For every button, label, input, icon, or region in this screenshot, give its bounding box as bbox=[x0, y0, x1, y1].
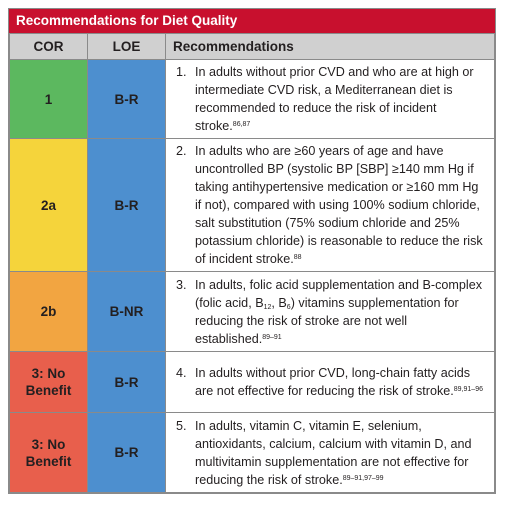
table-row bbox=[10, 60, 495, 139]
table-row bbox=[10, 272, 495, 352]
table-title: Recommendations for Diet Quality bbox=[9, 9, 495, 33]
subscript: 12 bbox=[263, 303, 272, 311]
loe-cell: B-R bbox=[88, 139, 166, 272]
table-row bbox=[10, 413, 495, 493]
cor-line: 3: No bbox=[31, 436, 66, 452]
cor-line: Benefit bbox=[25, 383, 72, 398]
reference-citation: 89–91,97–99 bbox=[342, 474, 384, 482]
reference-citation: 88 bbox=[293, 254, 302, 261]
recommendation-text-wrap bbox=[195, 276, 488, 348]
loe-cell: B-NR bbox=[88, 272, 166, 352]
cor-cell: 2a bbox=[10, 139, 88, 272]
recommendation-text-wrap bbox=[195, 364, 488, 400]
cor-cell: 2b bbox=[10, 272, 88, 352]
recommendation-number: 3. bbox=[176, 277, 187, 292]
recommendations-table-card bbox=[8, 8, 496, 494]
loe-cell: B-R bbox=[88, 413, 166, 493]
cor-cell bbox=[10, 352, 88, 413]
recommendation-cell bbox=[166, 60, 495, 139]
recommendations-header: Recommendations bbox=[166, 34, 495, 60]
cor-line: Benefit bbox=[25, 453, 72, 469]
recommendation-text: , B bbox=[271, 295, 287, 310]
subscript: 6 bbox=[286, 303, 291, 311]
cor-cell: 1 bbox=[10, 60, 88, 139]
loe-cell: B-R bbox=[88, 60, 166, 139]
table-row bbox=[10, 139, 495, 272]
recommendation-number: 5. bbox=[176, 418, 187, 433]
recommendation-text: In adults without prior CVD, long-chain fatty acids are not effective for reducing the risk of stroke. bbox=[195, 366, 471, 398]
reference-citation: 89,91–96 bbox=[453, 386, 483, 393]
recommendation-cell bbox=[166, 139, 495, 272]
recommendation-cell bbox=[166, 413, 495, 493]
recommendations-table bbox=[9, 33, 495, 493]
cor-cell bbox=[10, 413, 88, 493]
recommendation-text: In adults who are ≥60 years of age and have uncontrolled BP (systolic BP [SBP] ≥140 mm Hg if taking antihypertensive medication or ≥160 mm Hg if not), compared with using 100% sodium chloride, salt substitution (75% sodium chloride and 25% potassium chloride) is reasonable to reduce the risk of incident stroke. bbox=[195, 144, 483, 266]
recommendation-text-wrap bbox=[195, 63, 488, 135]
recommendation-number: 4. bbox=[176, 366, 187, 380]
recommendation-text-wrap bbox=[195, 142, 488, 268]
recommendation-text: ) vitamins supplementation for reducing the risk of stroke are not well established. bbox=[195, 295, 459, 346]
loe-header: LOE bbox=[88, 34, 166, 60]
recommendation-text: In adults, folic acid supplementation and B-complex (folic acid, B bbox=[195, 277, 483, 310]
header-row bbox=[10, 34, 495, 60]
table-row bbox=[10, 352, 495, 413]
loe-cell: B-R bbox=[88, 352, 166, 413]
cor-header: COR bbox=[10, 34, 88, 60]
reference-citation: 89–91 bbox=[262, 333, 282, 341]
recommendation-number: 2. bbox=[176, 144, 187, 158]
cor-line: 3: No bbox=[31, 366, 66, 381]
recommendation-text: In adults, vitamin C, vitamin E, selenium, antioxidants, calcium, calcium with vitamin D, and multivitamin supplementation are not effective for reducing the risk of stroke. bbox=[195, 418, 472, 487]
recommendation-cell bbox=[166, 272, 495, 352]
recommendation-text: In adults without prior CVD and who are at high or intermediate CVD risk, a Mediterranean diet is recommended to reduce the risk of incident stroke. bbox=[195, 65, 474, 133]
reference-citation: 86,87 bbox=[232, 121, 251, 128]
recommendation-text-wrap bbox=[195, 417, 488, 489]
recommendation-cell bbox=[166, 352, 495, 413]
recommendation-number: 1. bbox=[176, 65, 187, 79]
